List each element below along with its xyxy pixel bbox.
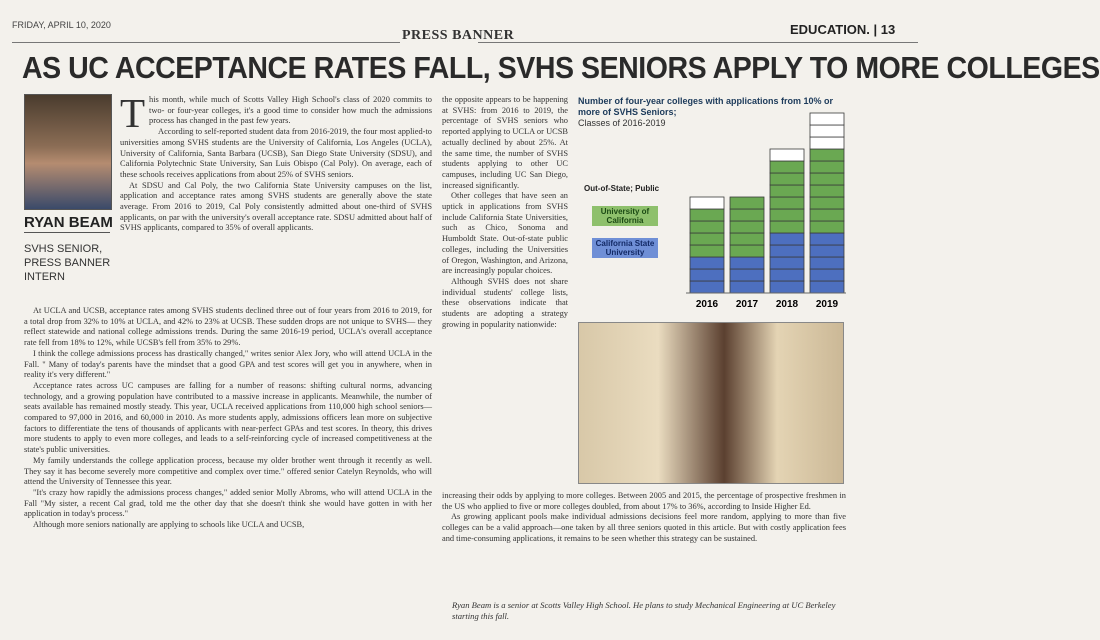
article-paragraph: the opposite appears to be happening at SVHS: from 2016 to 2019, the percentage of SVHS seniors who reported applying to UCLA or UCSB actually declined by about 25%. At the same time, the number of SVHS students applying to other UC campuses, including UC San Diego, increased significantly. bbox=[442, 95, 568, 190]
bar-segment bbox=[730, 281, 764, 293]
article-paragraph: increasing their odds by applying to more colleges. Between 2005 and 2015, the percentage of prospective freshmen in the US who applied to five or more colleges doubled, from about 17% to 36%, according to Inside Higher Ed. bbox=[442, 491, 846, 511]
chart-xticks bbox=[696, 299, 839, 310]
bar-segment bbox=[690, 233, 724, 245]
bar-segment bbox=[810, 185, 844, 197]
section-label: EDUCATION. | 13 bbox=[790, 22, 896, 37]
bar-segment bbox=[730, 233, 764, 245]
bar-segment bbox=[770, 257, 804, 269]
bar-segment bbox=[770, 161, 804, 173]
bar-segment bbox=[690, 245, 724, 257]
article-paragraph: Although more seniors nationally are applying to schools like UCLA and UCSB, bbox=[33, 520, 305, 530]
bar-segment bbox=[770, 173, 804, 185]
bar-segment bbox=[690, 209, 724, 221]
legend-csu: California State University bbox=[592, 238, 658, 258]
bar-segment bbox=[810, 173, 844, 185]
bar-segment bbox=[690, 197, 724, 209]
chart-subtitle: Classes of 2016-2019 bbox=[578, 118, 666, 128]
bar-segment bbox=[770, 245, 804, 257]
bar-segment bbox=[770, 221, 804, 233]
author-name: RYAN BEAM bbox=[24, 214, 113, 231]
bar-segment bbox=[690, 269, 724, 281]
bar-segment bbox=[810, 161, 844, 173]
x-tick-label: 2017 bbox=[735, 299, 759, 310]
article-paragraph: his month, while much of Scotts Valley High School's class of 2020 commits to two- or four-year colleges, it's a good time to consider how much the admissions process has changed in the past few years. bbox=[149, 95, 432, 126]
article-paragraph: As growing applicant pools make individual admissions decisions feel more random, applying to more than five colleges can be a valid approach—one taken by all three seniors quoted in this article. But with costly application fees and time-consuming applications, it remains to be seen whether this strategy can be sustained. bbox=[442, 512, 846, 543]
byline: Ryan Beam is a senior at Scotts Valley High School. He plans to study Mechanical Engineering at UC Berkeley starting this fall. bbox=[452, 600, 836, 621]
article-col1-bottom bbox=[24, 306, 432, 531]
bar-segment bbox=[770, 281, 804, 293]
author-rule bbox=[24, 232, 110, 233]
article-paragraph: At UCLA and UCSB, acceptance rates among SVHS students declined three out of four years from 2016 to 2019, for a total drop from 32% to 10% at UCLA, and 42% to 23% at UCSB. These sudden drops are not unique to SVHS— they reflect statewide and national college admissions trends. During the same 2016-19 period, UCLA's overall acceptance rate fell from 18% to 12%, while UCSB's fell from 35% to 29%. bbox=[24, 306, 432, 348]
author-role-line: SVHS SENIOR, bbox=[24, 243, 103, 255]
bar-segment bbox=[770, 209, 804, 221]
headline: AS UC ACCEPTANCE RATES FALL, SVHS SENIORS APPLY TO MORE COLLEGES bbox=[22, 50, 1100, 85]
bar-segment bbox=[810, 125, 844, 137]
bar-segment bbox=[730, 197, 764, 209]
author-role bbox=[24, 242, 110, 284]
bar-segment bbox=[730, 269, 764, 281]
bar-segment bbox=[770, 185, 804, 197]
article-paragraph: Other colleges that have seen an uptick in applications from SVHS include California State Universities, such as Chico, Sonoma and Humboldt State. Out-of-state public colleges, including the Universities of Oregon, Washington, and Arizona, are increasingly popular choices. bbox=[442, 191, 568, 276]
bar-segment bbox=[810, 257, 844, 269]
chart-plot bbox=[686, 108, 846, 313]
bar-segment bbox=[690, 281, 724, 293]
article-paragraph: Acceptance rates across UC campuses are falling for a number of reasons: shifting cultural norms, advancing technology, and a growing population have contributed to a massive increase in applicants. Meanwhile, the number of seats available has remained mostly steady. This year, UCLA received applications from 110,000 high school seniors— compared to 97,000 in 2016, and 60,000 in 2010. As more students apply, admissions officers lean more on subjective factors to differentiate the tens of thousands of applicants with near-perfect GPAs and test scores. In theory, this drives more students to apply to even more colleges, and leads to a self-reinforcing cycle of increased competitiveness at the state's public universities. bbox=[24, 380, 432, 455]
article-wide bbox=[442, 491, 846, 545]
bar-segment bbox=[770, 233, 804, 245]
chart-title: Number of four-year colleges with applications from 10% or more of SVHS Seniors; bbox=[578, 96, 834, 117]
article-paragraph: Although SVHS does not share individual students' college lists, these observations indicate that students are adopting a strategy growing in popularity nationwide: bbox=[442, 276, 568, 329]
bar-segment bbox=[730, 221, 764, 233]
author-role-line: INTERN bbox=[24, 271, 65, 283]
legend-uc: University of California bbox=[592, 206, 658, 226]
dropcap: T bbox=[120, 90, 146, 136]
bar-segment bbox=[690, 221, 724, 233]
article-col1-top bbox=[120, 90, 432, 234]
issue-date: FRIDAY, APRIL 10, 2020 bbox=[12, 20, 111, 30]
article-paragraph: My family understands the college application process, because my older brother went through it recently as well. They say it has become severely more competitive and complex over time." offered senior Catelyn Reynolds, who will attend the University of Tennessee this year. bbox=[24, 455, 432, 487]
bar-segment bbox=[770, 269, 804, 281]
bar-segment bbox=[770, 197, 804, 209]
bar-segment bbox=[730, 245, 764, 257]
article-paragraph: According to self-reported student data from 2016-2019, the four most applied-to universities among SVHS students are the University of California, Los Angeles (UCLA), University of California, Santa Barbara (UCSB), San Diego State University (SDSU), and California Polytechnic State University, San Luis Obispo (Cal Poly). On average, each of these schools receives applications from about 25% of SVHS seniors. bbox=[120, 127, 432, 179]
article-paragraph: I think the college admissions process has drastically changed," writes senior Alex Jory, who will attend UCLA in the Fall. " Many of today's parents have the mindset that a good GPA and test scores will get you in anywhere, when in reality it's very different." bbox=[24, 348, 432, 380]
chart-bars bbox=[690, 113, 844, 293]
article-col2 bbox=[442, 95, 568, 330]
bar-segment bbox=[730, 257, 764, 269]
bar-segment bbox=[810, 221, 844, 233]
bar-segment bbox=[810, 245, 844, 257]
masthead: PRESS BANNER bbox=[402, 28, 515, 43]
bar-segment bbox=[810, 281, 844, 293]
bar-segment bbox=[810, 113, 844, 125]
bar-segment bbox=[730, 209, 764, 221]
bar-segment bbox=[810, 197, 844, 209]
article-paragraph: "It's crazy how rapidly the admissions process changes," added senior Molly Abroms, who will attend UCLA in the Fall "My sister, a recent Cal grad, told me the other day that she doesn't think she would have gotten in with her application in today's process." bbox=[24, 487, 432, 519]
header-rule-right bbox=[478, 42, 918, 43]
students-photo bbox=[578, 322, 844, 484]
bar-segment bbox=[810, 137, 844, 149]
bar-segment bbox=[690, 257, 724, 269]
bar-segment bbox=[810, 233, 844, 245]
author-role-line: PRESS BANNER bbox=[24, 257, 111, 269]
legend-outofstate: Out-of-State; Public bbox=[584, 184, 660, 193]
bar-segment bbox=[810, 269, 844, 281]
bar-segment bbox=[770, 149, 804, 161]
x-tick-label: 2019 bbox=[815, 299, 839, 310]
article-paragraph: At SDSU and Cal Poly, the two California State University campuses on the list, application and acceptance rates among SVHS students are generally above the state average. From 2016 to 2019, Cal Poly consistently admitted about one-third of SVHS applicants, on par with the university's overall acceptance rate. SDSU admitted about half of SVHS applicants, compared to 35% of overall applicants. bbox=[120, 180, 432, 233]
x-tick-label: 2016 bbox=[695, 299, 719, 310]
author-photo bbox=[24, 94, 112, 210]
x-tick-label: 2018 bbox=[775, 299, 799, 310]
bar-segment bbox=[810, 209, 844, 221]
bar-segment bbox=[810, 149, 844, 161]
header-rule-left bbox=[12, 42, 400, 43]
